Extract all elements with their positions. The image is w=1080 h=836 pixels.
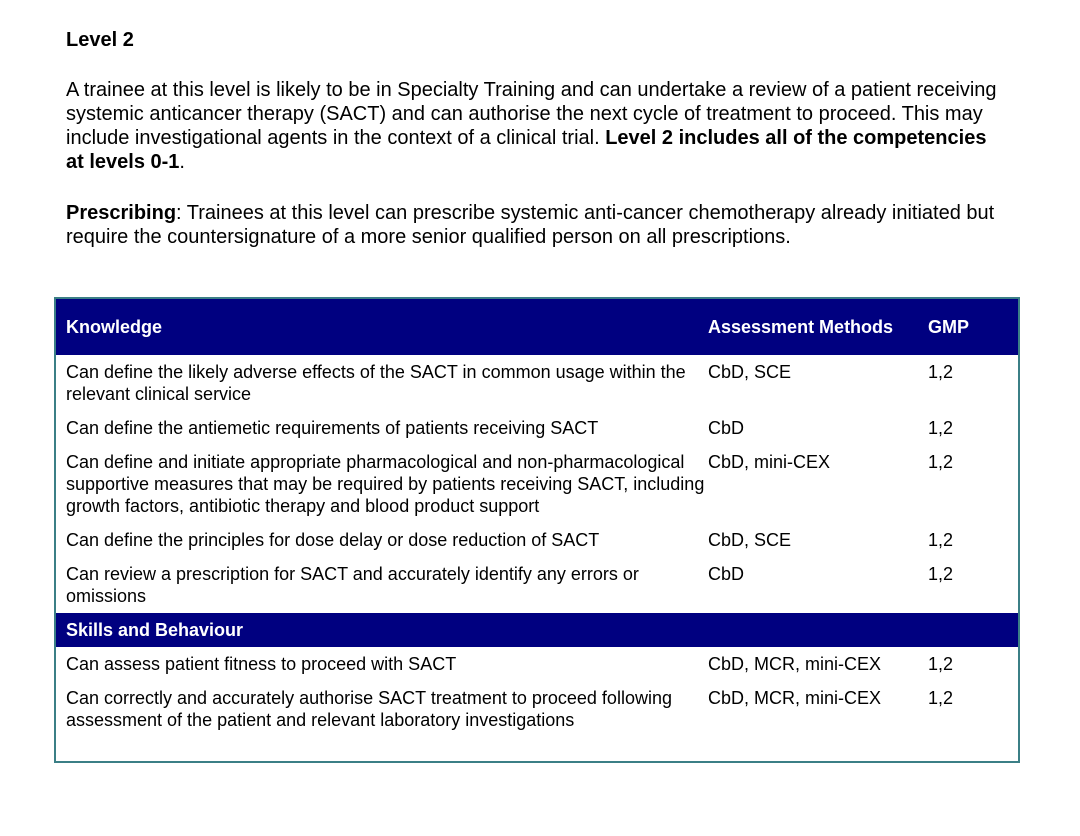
methods-cell: CbD, MCR, mini-CEX	[708, 654, 882, 674]
competency-table	[54, 297, 1020, 763]
skills-section-header	[56, 613, 1018, 647]
header-knowledge: Knowledge	[56, 299, 708, 355]
intro-paragraph	[66, 78, 1006, 174]
prescribing-text: : Trainees at this level can prescribe systemic anti-cancer chemotherapy already initiated but require the countersignature of a more senior qualified person on all prescriptions.	[66, 202, 995, 248]
intro-end: .	[179, 151, 185, 173]
prescribing-paragraph	[66, 201, 1006, 249]
table-row	[56, 647, 1018, 681]
level-heading: Level 2	[66, 29, 134, 51]
methods-cell: CbD, MCR, mini-CEX	[708, 688, 882, 708]
table-row	[56, 445, 1018, 523]
methods-cell: CbD, mini-CEX	[708, 452, 831, 472]
knowledge-cell: Can define the principles for dose delay or dose reduction of SACT	[66, 530, 600, 550]
table-row	[56, 523, 1018, 557]
methods-cell: CbD	[708, 564, 745, 584]
table-row	[56, 557, 1018, 613]
skills-header-cell: Skills and Behaviour	[56, 613, 1018, 647]
table-row	[56, 411, 1018, 445]
intro-text: A trainee at this level is likely to be in Specialty Training and can undertake a review of a patient receiving systemic anticancer therapy (SACT) and can authorise the next cycle of treatment to proceed. This may include investigational agents in the context of a clinical trial.	[66, 79, 997, 149]
knowledge-cell: Can define the antiemetic requirements of patients receiving SACT	[66, 418, 599, 438]
gmp-cell: 1,2	[928, 418, 954, 438]
header-assessment-methods: Assessment Methods	[708, 299, 928, 355]
knowledge-cell: Can review a prescription for SACT and accurately identify any errors or omissions	[66, 564, 639, 606]
skill-cell: Can correctly and accurately authorise SACT treatment to proceed following assessment of the patient and relevant laboratory investigations	[66, 688, 672, 730]
gmp-cell: 1,2	[928, 530, 954, 550]
methods-cell: CbD, SCE	[708, 362, 792, 382]
gmp-cell: 1,2	[928, 564, 954, 584]
methods-cell: CbD, SCE	[708, 530, 792, 550]
gmp-cell: 1,2	[928, 688, 954, 708]
table-header-row	[56, 299, 1018, 355]
knowledge-cell: Can define and initiate appropriate pharmacological and non-pharmacological supportive measures that may be required by patients receiving SACT, including growth factors, antibiotic therapy and blood product support	[66, 452, 705, 516]
gmp-cell: 1,2	[928, 362, 954, 382]
table-row	[56, 681, 1018, 737]
gmp-cell: 1,2	[928, 452, 954, 472]
methods-cell: CbD	[708, 418, 745, 438]
competency-table-grid	[56, 299, 1018, 737]
gmp-cell: 1,2	[928, 654, 954, 674]
intro-bold-text: Level 2 includes all of the competencies at levels 0-1	[66, 127, 987, 173]
knowledge-cell: Can define the likely adverse effects of the SACT in common usage within the relevant clinical service	[66, 362, 686, 404]
header-gmp: GMP	[928, 299, 1018, 355]
prescribing-label: Prescribing	[66, 202, 177, 224]
table-row	[56, 355, 1018, 411]
skill-cell: Can assess patient fitness to proceed with SACT	[66, 654, 457, 674]
